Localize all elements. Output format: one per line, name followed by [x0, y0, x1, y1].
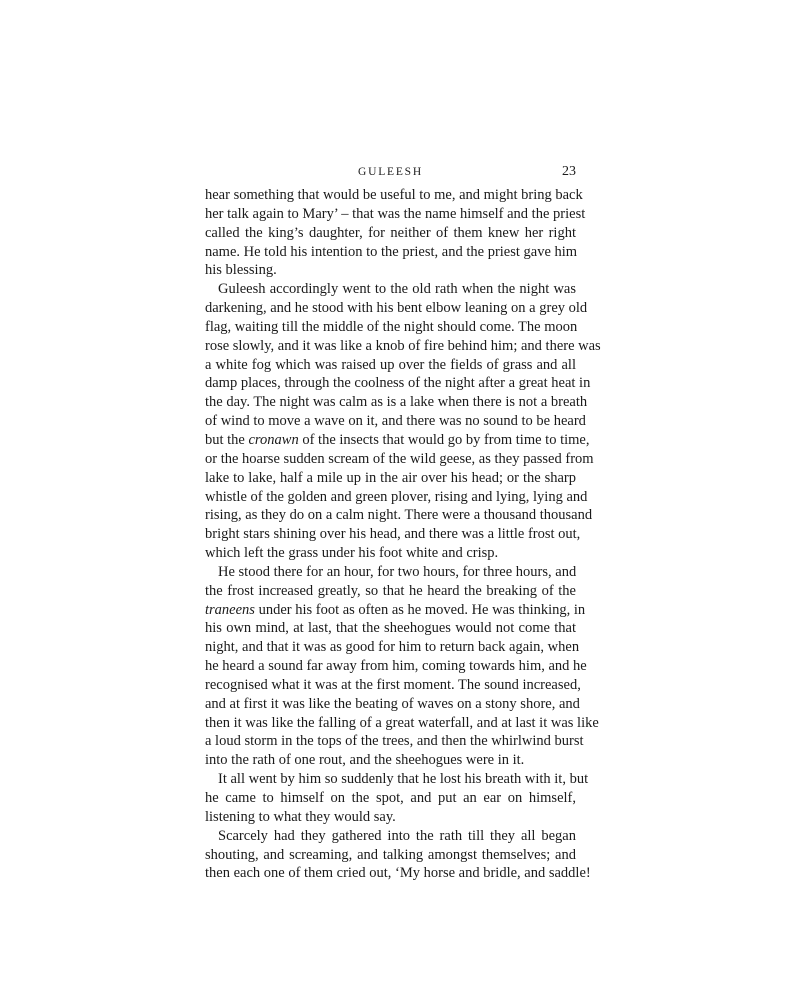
- text-line: [205, 638, 580, 657]
- text-line: [205, 450, 594, 469]
- text-segment: name. He told his intention to the priest, and the priest gave him: [205, 243, 578, 260]
- text-segment: or the hoarse sudden scream of the wild geese, as they passed from: [205, 450, 594, 467]
- text-line: [205, 488, 588, 507]
- running-head: [205, 166, 576, 186]
- text-line: [205, 506, 593, 525]
- text-segment: under his foot as often as he moved. He was thinking, in: [254, 601, 586, 618]
- text-line: [205, 205, 586, 224]
- italic-word: cronawn: [248, 431, 299, 448]
- text-line: [205, 695, 580, 714]
- text-line: [205, 808, 576, 827]
- text-segment: then each one of them cried out, ‘My horse and bridle, and saddle!: [205, 865, 591, 882]
- text-line: [205, 224, 576, 243]
- text-segment: It all went by him so suddenly that he lost his breath with it, but: [218, 771, 589, 788]
- text-segment: whistle of the golden and green plover, rising and lying, lying and: [205, 488, 588, 505]
- text-segment: shouting, and screaming, and talking amongst themselves; and: [205, 846, 576, 863]
- text-segment: into the rath of one rout, and the sheehogues were in it.: [205, 752, 525, 769]
- text-line: [205, 846, 576, 865]
- text-segment: a loud storm in the tops of the trees, and then the whirlwind burst: [205, 733, 584, 750]
- text-line: [205, 374, 591, 393]
- text-segment: which left the grass under his foot white and crisp.: [205, 545, 499, 562]
- text-line: [205, 299, 588, 318]
- text-line: [205, 751, 576, 770]
- text-segment: lake to lake, half a mile up in the air over his head; or the sharp: [205, 469, 576, 486]
- text-line: [205, 789, 576, 808]
- text-segment: the frost increased greatly, so that he heard the breaking of the: [205, 582, 576, 599]
- text-line: [205, 563, 576, 582]
- text-line: [205, 676, 581, 695]
- text-segment: then it was like the falling of a great waterfall, and at last it was like: [205, 714, 599, 731]
- text-line: [205, 827, 576, 846]
- text-line: [205, 619, 576, 638]
- text-line: [205, 525, 581, 544]
- text-segment: of wind to move a wave on it, and there was no sound to be heard: [205, 413, 586, 430]
- text-segment: flag, waiting till the middle of the night should come. The moon: [205, 318, 578, 335]
- text-line: [205, 770, 589, 789]
- text-segment: recognised what it was at the first moment. The sound increased,: [205, 676, 581, 693]
- text-line: [205, 544, 576, 563]
- text-segment: of the insects that would go by from time to time,: [298, 431, 590, 448]
- text-segment: and at first it was like the beating of waves on a stony shore, and: [205, 695, 580, 712]
- text-line: [205, 337, 601, 356]
- text-segment: rose slowly, and it was like a knob of fire behind him; and there was: [205, 337, 601, 354]
- text-line: [205, 469, 576, 488]
- text-line: [205, 714, 599, 733]
- text-segment: damp places, through the coolness of the night after a great heat in: [205, 375, 591, 392]
- body-text: [205, 186, 601, 883]
- text-segment: darkening, and he stood with his bent elbow leaning on a grey old: [205, 300, 588, 317]
- text-segment: he heard a sound far away from him, coming towards him, and he: [205, 658, 587, 675]
- text-segment: he came to himself on the spot, and put an ear on himself,: [205, 790, 576, 806]
- text-line: [205, 186, 583, 205]
- text-segment: listening to what they would say.: [205, 808, 396, 825]
- text-segment: Scarcely had they gathered into the rath till they all began: [218, 827, 576, 844]
- text-line: [205, 732, 584, 751]
- text-line: [205, 412, 586, 431]
- text-segment: rising, as they do on a calm night. There were a thousand thousand: [205, 507, 593, 524]
- text-line: [205, 280, 576, 299]
- text-segment: called the king’s daughter, for neither of them knew her right: [205, 224, 576, 241]
- running-head-title: GULEESH: [358, 166, 423, 178]
- text-line: [205, 356, 576, 375]
- text-segment: He stood there for an hour, for two hours, for three hours, and: [218, 563, 577, 580]
- text-segment: hear something that would be useful to me, and might bring back: [205, 187, 583, 203]
- italic-word: traneens: [205, 601, 255, 618]
- text-line: [205, 582, 576, 601]
- text-segment: but the: [205, 431, 249, 448]
- text-line: [205, 393, 588, 412]
- text-segment: his own mind, at last, that the sheehogues would not come that: [205, 620, 576, 637]
- text-segment: the day. The night was calm as is a lake when there is not a breath: [205, 394, 588, 411]
- text-segment: her talk again to Mary’ – that was the name himself and the priest: [205, 205, 586, 222]
- page-number: 23: [562, 164, 576, 179]
- text-segment: night, and that it was as good for him to return back again, when: [205, 639, 580, 656]
- text-segment: his blessing.: [205, 262, 277, 279]
- text-line: [205, 261, 576, 280]
- text-line: [205, 657, 587, 676]
- text-line: [205, 431, 590, 450]
- text-segment: bright stars shining over his head, and there was a little frost out,: [205, 526, 581, 543]
- text-line: [205, 864, 591, 883]
- text-segment: a white fog which was raised up over the fields of grass and all: [205, 356, 576, 373]
- text-line: [205, 318, 576, 337]
- text-line: [205, 243, 576, 262]
- text-segment: Guleesh accordingly went to the old rath when the night was: [218, 281, 576, 298]
- text-line: [205, 601, 586, 620]
